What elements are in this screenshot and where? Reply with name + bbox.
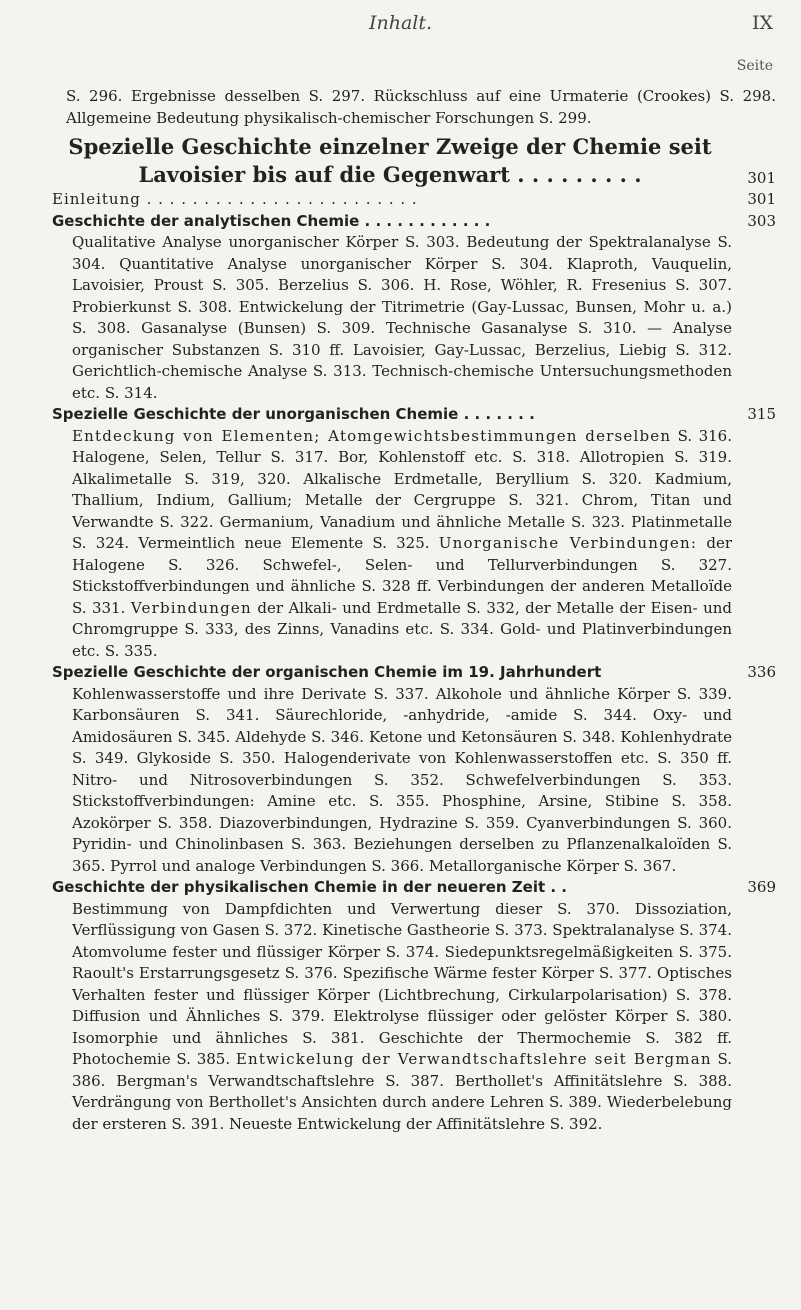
- toc-entry-description: [52, 426, 776, 663]
- chapter-page: 301: [747, 169, 776, 187]
- toc-entry: [52, 662, 776, 684]
- description-text: der Alkali- und Erdmetalle S. 332, der Metalle der Eisen- und Chromgruppe S. 333, des Zinns, Vanadins etc. S. 334. Gold- und Platinverbindungen etc. S. 335.: [72, 598, 732, 660]
- toc-entry: [52, 404, 776, 426]
- subheading-text: Unorganische Verbindungen:: [438, 534, 698, 552]
- intro-paragraph: S. 296. Ergebnisse desselben S. 297. Rückschluss auf eine Urmaterie (Crookes) S. 298. Allgemeine Bedeutung physikalisch-chemischer Forschungen S. 299.: [66, 87, 776, 127]
- toc-entry-page: 336: [747, 663, 776, 681]
- description-text: S. 386. Bergman's Verwandtschaftslehre S. 387. Berthollet's Affinitätslehre S. 388. Verdrängung von Berthollet's Ansichten durch andere Lehren S. 389. Wiederbelebung der ersteren S. 391. Neueste Entwickelung der Affinitätslehre S. 392.: [72, 1050, 732, 1133]
- toc-entry-page: 369: [747, 878, 776, 896]
- subheading-text: Entdeckung von Elementen; Atomgewichtsbestimmungen derselben: [72, 426, 672, 445]
- running-head-title: Inhalt.: [368, 12, 433, 34]
- description-text: S. 316. Halogene, Selen, Tellur S. 317. Bor, Kohlenstoff etc. S. 318. Allotropien S. 319. Alkalimetalle S. 319, 320. Alkalische Erdmetalle, Beryllium S. 320. Kadmium, Thallium, Indium, Gallium; Metalle der Cergruppe S. 321. Chrom, Titan und Verwandte S. 322. Germanium, Vanadium und ähnliche Metalle S. 323. Platinmetalle S. 324. Vermeintlich neue Elemente S. 325.: [72, 426, 732, 552]
- toc-entry: [52, 877, 776, 899]
- description-text: Kohlenwasserstoffe und ihre Derivate S. 337. Alkohole und ähnliche Körper S. 339. Karbonsäuren S. 341. Säurechloride, -anhydride, -amide S. 344. Oxy- und Amidosäuren S. 345. Aldehyde S. 346. Ketone und Ketonsäuren S. 348. Kohlenhydrate S. 349. Glykoside S. 350. Halogenderivate von Kohlenwasserstoffen etc. S. 350 ff. Nitro- und Nitrosoverbindungen S. 352. Schwefelverbindungen S. 353. Stickstoffverbindungen: Amine etc. S. 355. Phosphine, Arsine, Stibine S. 358. Azokörper S. 358. Diazoverbindungen, Hydrazine S. 359. Cyanverbindungen S. 360. Pyridin- und Chinolinbasen S. 363. Beziehungen derselben zu Pflanzenalkaloïden S. 365. Pyrrol und analoge Verbindungen S. 366. Metallorganische Körper S. 367.: [72, 684, 732, 875]
- toc-entry: [52, 189, 776, 211]
- toc-entry-title: Geschichte der physikalischen Chemie in der neueren Zeit . .: [52, 878, 567, 896]
- toc-entry-title: Spezielle Geschichte der organischen Chemie im 19. Jahrhundert: [52, 663, 602, 681]
- toc-entry-page: 301: [747, 190, 776, 208]
- seite-column-label: Seite: [736, 58, 773, 74]
- toc-entry-description: [52, 684, 776, 878]
- description-text: Bestimmung von Dampfdichten und Verwertung dieser S. 370. Dissoziation, Verflüssigung von Gasen S. 372. Kinetische Gastheorie S. 373. Spektralanalyse S. 374. Atomvolume fester und flüssiger Körper S. 374. Siedepunktsregelmäßigkeiten S. 375. Raoult's Erstarrungsgesetz S. 376. Spezifische Wärme fester Körper S. 377. Optisches Verhalten fester und flüssiger Körper (Lichtbrechung, Cirkularpolarisation) S. 378. Diffusion und Ähnliches S. 379. Elektrolyse flüssiger oder gelöster Körper S. 380. Isomorphie und ähnliches S. 381. Geschichte der Thermochemie S. 382 ff. Photochemie S. 385.: [72, 899, 732, 1068]
- toc-entry-page: 303: [747, 211, 776, 230]
- toc-entry-page: 315: [747, 405, 776, 423]
- description-text: Qualitative Analyse unorganischer Körper S. 303. Bedeutung der Spektralanalyse S. 304. Quantitative Analyse unorganischer Körper S. 304. Klaproth, Vauquelin, Lavoisier, Proust S. 305. Berzelius S. 306. H. Rose, Wöhler, R. Fresenius S. 307. Probierkunst S. 308. Entwickelung der Titrimetrie (Gay-Lussac, Bunsen, Mohr u. a.) S. 308. Gasanalyse (Bunsen) S. 309. Technische Gasanalyse S. 310. — Analyse organischer Substanzen S. 310 ff. Lavoisier, Gay-Lussac, Berzelius, Liebig S. 312. Gerichtlich-chemische Analyse S. 313. Technisch-chemische Untersuchungsmethoden etc. S. 314.: [72, 233, 732, 402]
- subheading-text: Entwickelung der Verwandtschaftslehre seit Bergman: [235, 1050, 712, 1068]
- toc-entry-description: [52, 232, 776, 404]
- chapter-title: Spezielle Geschichte einzelner Zweige der Chemie seit Lavoisier bis auf die Gegenwart . . . . . . . . .: [68, 134, 712, 187]
- table-of-contents: [52, 86, 776, 1135]
- running-head-page-number: IX: [751, 12, 773, 34]
- toc-entry-title: Geschichte der analytischen Chemie . . . . . . . . . . . .: [52, 211, 491, 230]
- chapter-heading: [52, 133, 776, 189]
- description-text: der Halogene S. 326. Schwefel-, Selen- und Tellurverbindungen S. 327. Stickstoffverbindungen und ähnliche S. 328 ff. Verbindungen der anderen Metalloïde S. 331.: [72, 534, 732, 617]
- toc-sections: [52, 189, 776, 1135]
- toc-entry-title: Einleitung . . . . . . . . . . . . . . . . . . . . . . . .: [52, 190, 418, 208]
- subheading-text: Verbindungen: [130, 598, 252, 617]
- toc-entry-title: Spezielle Geschichte der unorganischen Chemie . . . . . . .: [52, 405, 535, 423]
- toc-entry-description: [52, 899, 776, 1136]
- toc-entry: [52, 211, 776, 233]
